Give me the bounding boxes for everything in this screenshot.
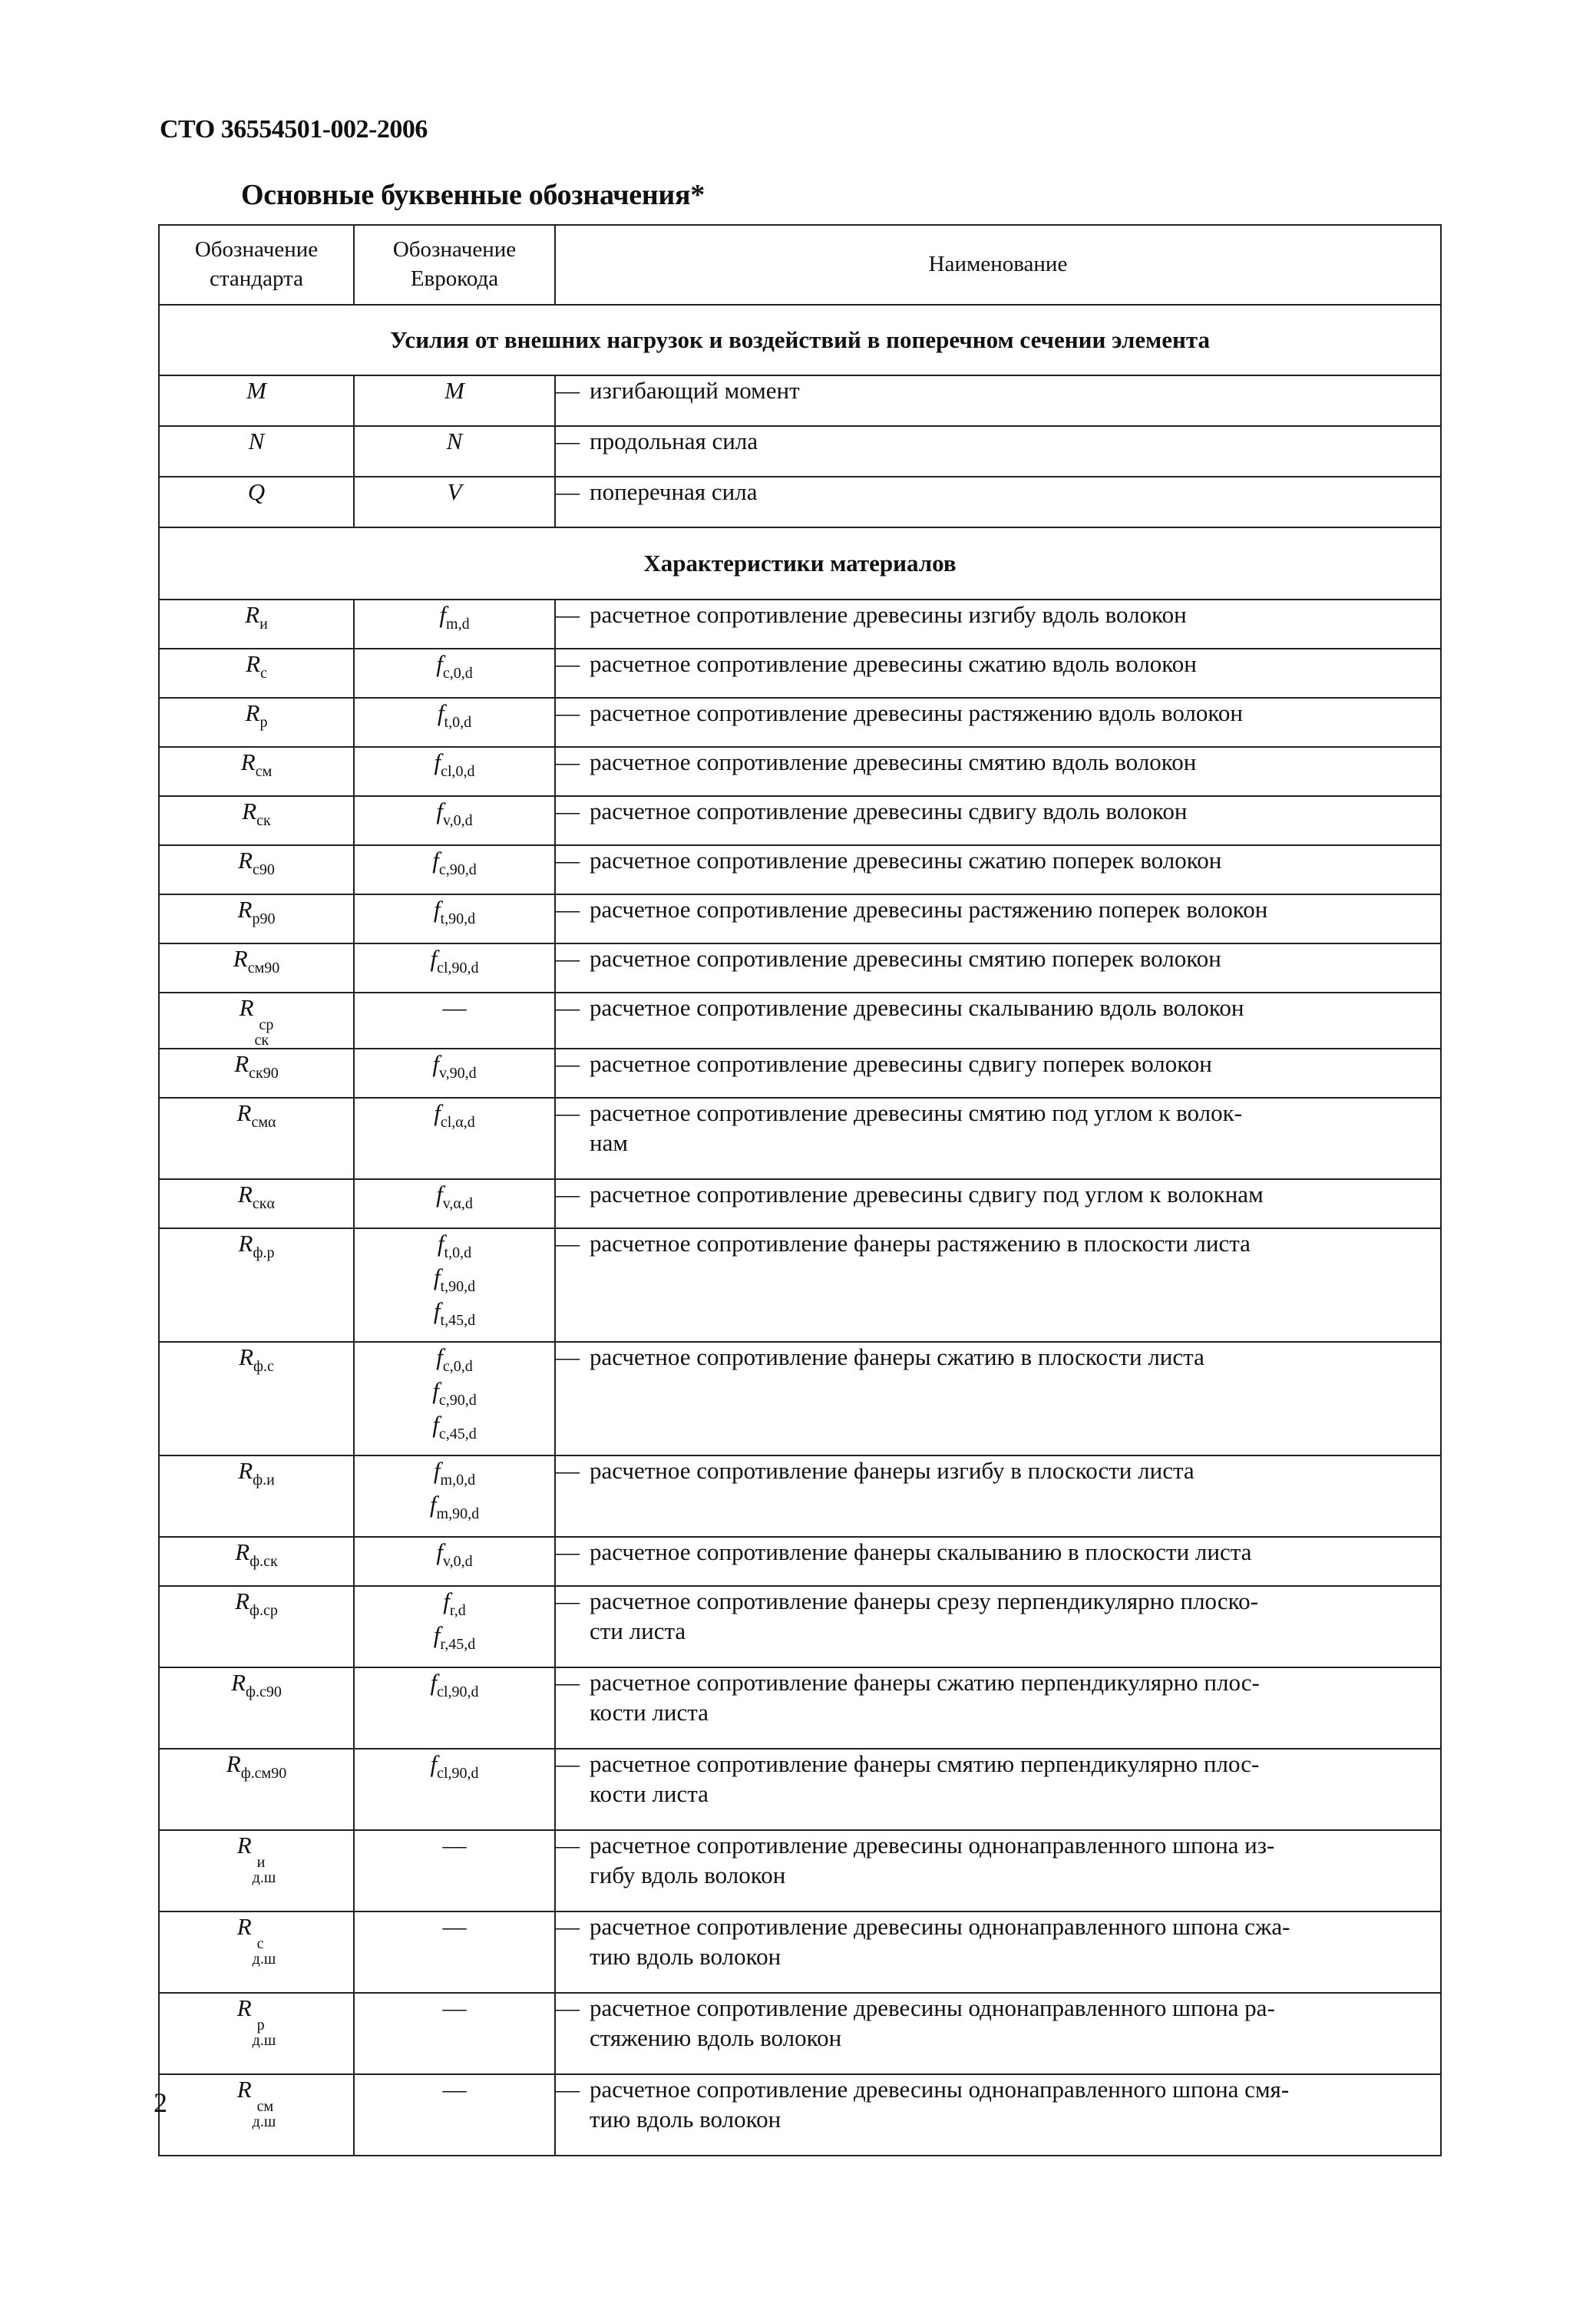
eurocode-symbol: $f_{v,\alpha,d}$ [436, 1181, 473, 1212]
dash-marker: — [556, 1588, 580, 1614]
description-line: — расчетное сопротивление фанеры растяжению в плоскости листа [556, 1229, 1440, 1259]
description-cell [555, 845, 1441, 894]
description-line: — расчетное сопротивление древесины растяжению поперек волокон [556, 895, 1440, 925]
eurocode-symbol: $f_{c,0,d}$ [436, 650, 473, 682]
description-cell [555, 698, 1441, 747]
eurocode-symbol-cell: V [354, 477, 555, 527]
eurocode-symbol: $f_{c,90,d}$ [432, 1377, 477, 1409]
page-number: 2 [154, 2087, 167, 2118]
description-cell [555, 943, 1441, 993]
description-line: гибу вдоль волокон [590, 1861, 786, 1888]
eurocode-symbol: $f_{r,45,d}$ [433, 1621, 476, 1653]
eurocode-symbol: $f_{v,90,d}$ [432, 1050, 477, 1082]
dash-marker: — [556, 798, 580, 824]
standard-symbol-cell: Q [159, 477, 354, 527]
eurocode-symbol-cell [354, 1749, 555, 1830]
dash-marker: — [556, 896, 580, 923]
dash-marker: — [556, 1343, 580, 1370]
eurocode-symbol: $f_{c,0,d}$ [436, 1343, 473, 1375]
eurocode-symbol: $f_{cl,0,d}$ [434, 748, 475, 780]
table-row [159, 1455, 1441, 1537]
table-row [159, 943, 1441, 993]
eurocode-symbol-cell [354, 943, 555, 993]
dash-marker: — [556, 1669, 580, 1696]
table-row [159, 1830, 1441, 1911]
description-cell [555, 1342, 1441, 1455]
dash-marker: — [556, 1457, 580, 1484]
description-line: — расчетное сопротивление фанеры сжатию в плоскости листа [556, 1343, 1440, 1373]
eurocode-symbol-cell [354, 1911, 555, 1993]
description-cell [555, 1179, 1441, 1228]
eurocode-symbol-cell [354, 698, 555, 747]
description-cell [555, 1537, 1441, 1586]
description-line: — расчетное сопротивление древесины изгибу вдоль волокон [556, 600, 1440, 630]
dash-marker: — [556, 1913, 580, 1940]
symbols-table [158, 224, 1442, 2156]
eurocode-symbol-cell [354, 600, 555, 649]
description-cell [555, 2074, 1441, 2156]
eurocode-symbol: $f_{cl,90,d}$ [430, 1669, 479, 1700]
eurocode-symbol: $f_{m,0,d}$ [433, 1457, 476, 1489]
eurocode-symbol: $f_{t,0,d}$ [437, 1230, 472, 1261]
empty-dash: — [442, 1994, 467, 2021]
eurocode-symbol-cell [354, 747, 555, 796]
dash-marker: — [556, 748, 580, 775]
table-row [159, 796, 1441, 845]
symbol-indices: см д.ш [252, 2098, 276, 2130]
description-line: — расчетное сопротивление фанеры срезу перпендикулярно плоско- [556, 1587, 1440, 1617]
description-cell [555, 1911, 1441, 1993]
standard-symbol-cell: $R_{ф.см90}$ [159, 1749, 354, 1830]
description-line: — расчетное сопротивление древесины смятию вдоль волокон [556, 748, 1440, 778]
page-title: Основные буквенные обозначения* [241, 179, 705, 211]
description-line: тию вдоль волокон [590, 1942, 781, 1970]
column-header-eurocode: Обозначение Еврокода [354, 225, 555, 305]
description-cell [555, 796, 1441, 845]
eurocode-symbol-cell [354, 1586, 555, 1667]
description-line: — поперечная сила [556, 477, 1440, 507]
dash-marker: — [556, 478, 580, 505]
eurocode-symbol-cell [354, 2074, 555, 2156]
empty-dash: — [442, 1832, 467, 1859]
dash-marker: — [556, 1099, 580, 1126]
dash-marker: — [556, 377, 580, 404]
description-line: — расчетное сопротивление древесины однонаправленного шпона из- [556, 1831, 1440, 1861]
standard-symbol-cell: $R_{ск90}$ [159, 1049, 354, 1098]
table-row [159, 477, 1441, 527]
eurocode-symbol-cell [354, 1342, 555, 1455]
table-row [159, 600, 1441, 649]
description-cell [555, 894, 1441, 943]
description-cell [555, 426, 1441, 477]
standard-symbol-cell: M [159, 375, 354, 426]
eurocode-symbol-cell: N [354, 426, 555, 477]
description-line: — продольная сила [556, 427, 1440, 457]
description-line: нам [590, 1128, 628, 1156]
table-row [159, 698, 1441, 747]
table-row [159, 1911, 1441, 1993]
description-line: — расчетное сопротивление древесины смятию под углом к волок- [556, 1099, 1440, 1128]
dash-marker: — [556, 601, 580, 628]
table-row [159, 1667, 1441, 1749]
table-row [159, 894, 1441, 943]
description-line: — расчетное сопротивление фанеры сжатию перпендикулярно плос- [556, 1668, 1440, 1698]
standard-symbol-cell: $R_{ск}$ [159, 796, 354, 845]
eurocode-symbol-cell [354, 1098, 555, 1179]
table-row [159, 375, 1441, 426]
description-line: стяжению вдоль волокон [590, 2024, 842, 2051]
eurocode-symbol: $f_{v,0,d}$ [436, 798, 473, 829]
table-row [159, 426, 1441, 477]
table-row [159, 1993, 1441, 2074]
empty-dash: — [442, 994, 467, 1021]
standard-symbol-cell: $R_с$ [159, 649, 354, 698]
section-row-forces [159, 305, 1441, 375]
standard-symbol-cell: $R_{см}$ [159, 747, 354, 796]
eurocode-symbol: $f_{cl,90,d}$ [430, 1750, 479, 1782]
dash-marker: — [556, 1750, 580, 1777]
description-cell [555, 375, 1441, 426]
standard-symbol-cell: $R_{ф.ср}$ [159, 1586, 354, 1667]
description-line: — расчетное сопротивление древесины сжатию вдоль волокон [556, 649, 1440, 679]
description-line: — расчетное сопротивление древесины сдвигу под углом к волокнам [556, 1180, 1440, 1210]
standard-symbol-cell: R и д.ш [159, 1830, 354, 1911]
table-row [159, 747, 1441, 796]
description-cell [555, 1586, 1441, 1667]
dash-marker: — [556, 699, 580, 726]
eurocode-symbol-cell [354, 1830, 555, 1911]
description-line: — расчетное сопротивление древесины сжатию поперек волокон [556, 846, 1440, 876]
eurocode-symbol-cell: M [354, 375, 555, 426]
section-title-materials: Характеристики материалов [159, 527, 1441, 600]
eurocode-symbol-cell [354, 1179, 555, 1228]
standard-symbol-cell: $R_{ф.с}$ [159, 1342, 354, 1455]
eurocode-symbol-cell [354, 1993, 555, 2074]
dash-marker: — [556, 847, 580, 874]
description-cell [555, 1993, 1441, 2074]
eurocode-symbol-cell [354, 1537, 555, 1586]
dash-marker: — [556, 1230, 580, 1257]
eurocode-symbol: $f_{t,90,d}$ [433, 896, 476, 927]
table-row [159, 1228, 1441, 1342]
section-title-forces: Усилия от внешних нагрузок и воздействий в поперечном сечении элемента [159, 305, 1441, 375]
dash-marker: — [556, 650, 580, 677]
table-row [159, 1537, 1441, 1586]
description-line: — расчетное сопротивление древесины скалыванию вдоль волокон [556, 993, 1440, 1023]
description-line: — изгибающий момент [556, 376, 1440, 406]
eurocode-symbol-cell [354, 993, 555, 1049]
description-line: — расчетное сопротивление фанеры изгибу в плоскости листа [556, 1456, 1440, 1486]
dash-marker: — [556, 1538, 580, 1565]
eurocode-symbol-cell [354, 1455, 555, 1537]
table-row [159, 2074, 1441, 2156]
description-line: сти листа [590, 1617, 686, 1644]
symbol-indices: р д.ш [252, 2017, 276, 2049]
eurocode-symbol: $f_{m,90,d}$ [429, 1491, 480, 1522]
eurocode-symbol-cell [354, 845, 555, 894]
description-line: кости листа [590, 1698, 709, 1726]
standard-symbol-cell: $R_{ф.с90}$ [159, 1667, 354, 1749]
eurocode-symbol-cell [354, 1049, 555, 1098]
table-row [159, 845, 1441, 894]
column-header-name: Наименование [555, 225, 1441, 305]
description-cell [555, 477, 1441, 527]
standard-symbol-cell: R с д.ш [159, 1911, 354, 1993]
standard-symbol-cell: $R_{ф.ск}$ [159, 1537, 354, 1586]
dash-marker: — [556, 1050, 580, 1077]
standard-symbol-cell: $R_р$ [159, 698, 354, 747]
eurocode-symbol: $f_{v,0,d}$ [436, 1538, 473, 1570]
dash-marker: — [556, 2076, 580, 2103]
eurocode-symbol: $f_{cl,90,d}$ [430, 945, 479, 976]
description-cell [555, 1830, 1441, 1911]
table-header-row [159, 225, 1441, 305]
description-line: кости листа [590, 1779, 709, 1807]
empty-dash: — [442, 1913, 467, 1940]
description-line: — расчетное сопротивление древесины сдвигу поперек волокон [556, 1049, 1440, 1079]
eurocode-symbol: $f_{t,0,d}$ [437, 699, 472, 731]
description-cell [555, 1098, 1441, 1179]
description-cell [555, 1667, 1441, 1749]
description-cell [555, 1049, 1441, 1098]
table-row [159, 1749, 1441, 1830]
standard-symbol-cell: R р д.ш [159, 1993, 354, 2074]
eurocode-symbol: $f_{r,d}$ [443, 1588, 466, 1619]
table-row [159, 1098, 1441, 1179]
description-line: — расчетное сопротивление древесины сдвигу вдоль волокон [556, 797, 1440, 827]
table-row [159, 1586, 1441, 1667]
description-cell [555, 1749, 1441, 1830]
section-row-materials [159, 527, 1441, 600]
dash-marker: — [556, 1181, 580, 1208]
standard-symbol-cell: $R_{с90}$ [159, 845, 354, 894]
description-line: — расчетное сопротивление древесины однонаправленного шпона смя- [556, 2075, 1440, 2105]
description-cell [555, 649, 1441, 698]
dash-marker: — [556, 945, 580, 972]
eurocode-symbol-cell [354, 1228, 555, 1342]
standard-symbol-cell: $R_и$ [159, 600, 354, 649]
table-row [159, 1179, 1441, 1228]
standard-symbol-cell: N [159, 426, 354, 477]
eurocode-symbol: $f_{t,45,d}$ [433, 1297, 476, 1329]
standard-symbol-cell: $R_{см90}$ [159, 943, 354, 993]
standard-symbol-cell: $R_{ск\alpha}$ [159, 1179, 354, 1228]
eurocode-symbol: $f_{cl,\alpha,d}$ [434, 1099, 475, 1131]
symbol-indices: с д.ш [252, 1935, 276, 1968]
description-line: — расчетное сопротивление фанеры смятию перпендикулярно плос- [556, 1750, 1440, 1779]
table-row [159, 993, 1441, 1049]
eurocode-symbol-cell [354, 894, 555, 943]
description-line: — расчетное сопротивление фанеры скалыванию в плоскости листа [556, 1538, 1440, 1568]
description-cell [555, 1228, 1441, 1342]
standard-symbol-cell: $R_{см\alpha}$ [159, 1098, 354, 1179]
eurocode-symbol: $f_{c,45,d}$ [432, 1411, 477, 1442]
eurocode-symbol: $f_{t,90,d}$ [433, 1264, 476, 1295]
eurocode-symbol-cell [354, 1667, 555, 1749]
dash-marker: — [556, 1994, 580, 2021]
empty-dash: — [442, 2076, 467, 2103]
description-cell [555, 1455, 1441, 1537]
standard-symbol-cell: $R_{ф.р}$ [159, 1228, 354, 1342]
document-code: СТО 36554501-002-2006 [160, 115, 428, 144]
description-line: — расчетное сопротивление древесины смятию поперек волокон [556, 944, 1440, 974]
standard-symbol-cell: $R_{р90}$ [159, 894, 354, 943]
standard-symbol-cell: $R_{ф.и}$ [159, 1455, 354, 1537]
description-line: — расчетное сопротивление древесины однонаправленного шпона ра- [556, 1994, 1440, 2024]
column-header-standard: Обозначение стандарта [159, 225, 354, 305]
description-cell [555, 747, 1441, 796]
table-row [159, 1049, 1441, 1098]
eurocode-symbol: $f_{m,d}$ [439, 601, 470, 633]
dash-marker: — [556, 994, 580, 1021]
table-row [159, 649, 1441, 698]
symbol-indices: и д.ш [252, 1854, 276, 1886]
standard-symbol-cell: R ср ск [159, 993, 354, 1049]
dash-marker: — [556, 428, 580, 454]
description-line: тию вдоль волокон [590, 2105, 781, 2133]
eurocode-symbol: $f_{c,90,d}$ [432, 847, 477, 878]
description-cell [555, 600, 1441, 649]
symbol-indices: ср ск [254, 1016, 274, 1049]
description-line: — расчетное сопротивление древесины растяжению вдоль волокон [556, 699, 1440, 729]
eurocode-symbol-cell [354, 796, 555, 845]
table-row [159, 1342, 1441, 1455]
eurocode-symbol-cell [354, 649, 555, 698]
standard-symbol-cell: R см д.ш [159, 2074, 354, 2156]
description-line: — расчетное сопротивление древесины однонаправленного шпона сжа- [556, 1912, 1440, 1942]
dash-marker: — [556, 1832, 580, 1859]
description-cell [555, 993, 1441, 1049]
